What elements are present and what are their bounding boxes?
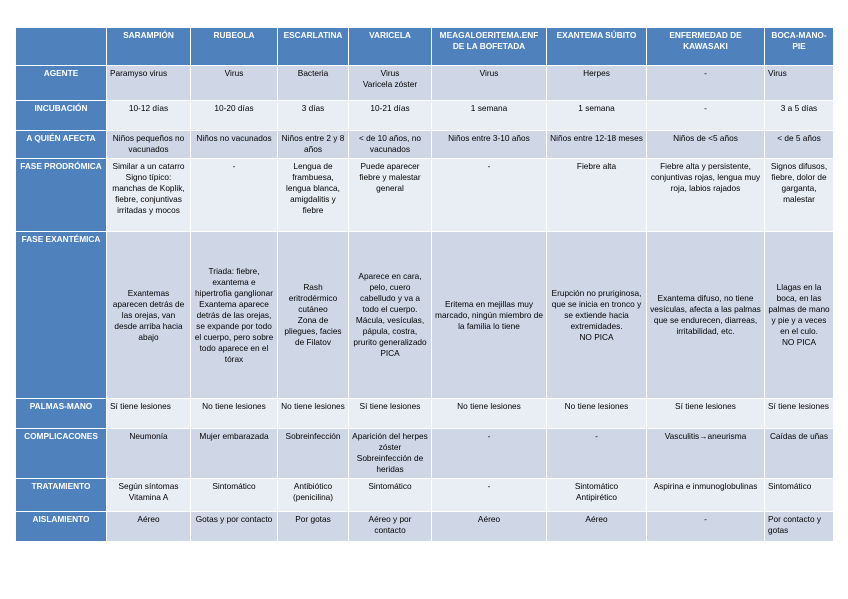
cell-complicaciones-kawasaki: Vasculitis→aneurisma [647,429,765,479]
row-header-incubacion: INCUBACIÓN [16,101,107,131]
cell-agente-sarampion: Paramyso virus [107,66,191,101]
cell-aislamiento-escarlatina: Por gotas [278,512,349,542]
cell-a-quien-afecta-exantema-subito: Niños entre 12-18 meses [547,131,647,159]
cell-agente-kawasaki: - [647,66,765,101]
cell-palmas-mano-exantema-subito: No tiene lesiones [547,399,647,429]
table-row-fase-prodromica [16,159,834,232]
cell-fase-prodromica-kawasaki: Fiebre alta y persistente, conjuntivas rojas, lengua muy roja, labios rajados [647,159,765,232]
cell-aislamiento-rubeola: Gotas y por contacto [191,512,278,542]
row-header-tratamiento: TRATAMIENTO [16,479,107,512]
cell-a-quien-afecta-escarlatina: Niños entre 2 y 8 años [278,131,349,159]
cell-agente-rubeola: Virus [191,66,278,101]
cell-a-quien-afecta-sarampion: Niños pequeños no vacunados [107,131,191,159]
cell-complicaciones-varicela: Aparición del herpes zóster Sobreinfección de heridas [349,429,432,479]
table-row-complicaciones [16,429,834,479]
cell-tratamiento-escarlatina: Antibiótico (penicilina) [278,479,349,512]
cell-fase-prodromica-exantema-subito: Fiebre alta [547,159,647,232]
cell-fase-exantemica-rubeola: Triada: fiebre, exantema e hipertrofia ganglionar Exantema aparece detrás de las orejas, se expande por todo el cuerpo, pero sobre todo aparece en el tórax [191,232,278,399]
cell-fase-prodromica-sarampion: Similar a un catarro Signo típico: manchas de Koplik, fiebre, conjuntivas irritadas y mocos [107,159,191,232]
cell-incubacion-kawasaki: - [647,101,765,131]
column-header-escarlatina: ESCARLATINA [278,28,349,66]
column-header-boca-mano-pie: BOCA-MANO-PIE [765,28,834,66]
cell-palmas-mano-megaloeritema: No tiene lesiones [432,399,547,429]
column-header-exantema-subito: EXANTEMA SÚBITO [547,28,647,66]
cell-fase-prodromica-rubeola: - [191,159,278,232]
cell-complicaciones-megaloeritema: - [432,429,547,479]
cell-fase-prodromica-boca-mano-pie: Signos difusos, fiebre, dolor de garganta, malestar [765,159,834,232]
cell-tratamiento-rubeola: Sintomático [191,479,278,512]
corner-header-cell [16,28,107,66]
column-header-megaloeritema: MEAGALOERITEMA.ENF DE LA BOFETADA [432,28,547,66]
cell-complicaciones-escarlatina: Sobreinfección [278,429,349,479]
column-header-sarampion: SARAMPIÓN [107,28,191,66]
row-header-palmas-mano: PALMAS-MANO [16,399,107,429]
cell-fase-prodromica-megaloeritema: - [432,159,547,232]
cell-complicaciones-boca-mano-pie: Caídas de uñas [765,429,834,479]
cell-tratamiento-kawasaki: Aspirina e inmunoglobulinas [647,479,765,512]
cell-agente-escarlatina: Bacteria [278,66,349,101]
cell-agente-varicela: Virus Varicela zóster [349,66,432,101]
cell-tratamiento-boca-mano-pie: Sintomático [765,479,834,512]
cell-incubacion-megaloeritema: 1 semana [432,101,547,131]
cell-incubacion-exantema-subito: 1 semana [547,101,647,131]
cell-aislamiento-sarampion: Aéreo [107,512,191,542]
cell-aislamiento-boca-mano-pie: Por contacto y gotas [765,512,834,542]
cell-agente-exantema-subito: Herpes [547,66,647,101]
cell-tratamiento-varicela: Sintomático [349,479,432,512]
table-row-a-quien-afecta [16,131,834,159]
cell-fase-exantemica-boca-mano-pie: Llagas en la boca, en las palmas de mano y pie y a veces en el culo. NO PICA [765,232,834,399]
cell-fase-exantemica-escarlatina: Rash eritrodérmico cutáneo Zona de pliegues, facies de Filatov [278,232,349,399]
column-header-rubeola: RUBEOLA [191,28,278,66]
cell-fase-exantemica-exantema-subito: Erupción no pruriginosa, que se inicia en tronco y se extiende hacia extremidades. NO PICA [547,232,647,399]
cell-aislamiento-megaloeritema: Aéreo [432,512,547,542]
diseases-comparison-table [15,27,834,542]
table-row-tratamiento [16,479,834,512]
cell-incubacion-rubeola: 10-20 días [191,101,278,131]
table-row-fase-exantemica [16,232,834,399]
cell-complicaciones-exantema-subito: - [547,429,647,479]
header-row [16,28,834,66]
cell-fase-exantemica-varicela: Aparece en cara, pelo, cuero cabelludo y va a todo el cuerpo. Mácula, vesículas, pápula, costra, prurito generalizado PICA [349,232,432,399]
cell-a-quien-afecta-megaloeritema: Niños entre 3-10 años [432,131,547,159]
cell-agente-boca-mano-pie: Virus [765,66,834,101]
cell-fase-prodromica-varicela: Puede aparecer fiebre y malestar general [349,159,432,232]
cell-aislamiento-exantema-subito: Aéreo [547,512,647,542]
row-header-agente: AGENTE [16,66,107,101]
cell-agente-megaloeritema: Virus [432,66,547,101]
cell-tratamiento-megaloeritema: - [432,479,547,512]
cell-incubacion-sarampion: 10-12 días [107,101,191,131]
cell-fase-exantemica-kawasaki: Exantema difuso, no tiene vesículas, afecta a las palmas que se endurecen, diarreas, irritabilidad, etc. [647,232,765,399]
table-row-palmas-mano [16,399,834,429]
cell-palmas-mano-sarampion: Sí tiene lesiones [107,399,191,429]
row-header-fase-exantemica: FASE EXANTÉMICA [16,232,107,399]
column-header-kawasaki: ENFERMEDAD DE KAWASAKI [647,28,765,66]
cell-palmas-mano-escarlatina: No tiene lesiones [278,399,349,429]
table-body [16,66,834,542]
cell-incubacion-varicela: 10-21 días [349,101,432,131]
cell-aislamiento-kawasaki: - [647,512,765,542]
cell-a-quien-afecta-boca-mano-pie: < de 5 años [765,131,834,159]
cell-incubacion-boca-mano-pie: 3 a 5 días [765,101,834,131]
cell-fase-prodromica-escarlatina: Lengua de frambuesa, lengua blanca, amigdalitis y fiebre [278,159,349,232]
column-header-varicela: VARICELA [349,28,432,66]
row-header-complicaciones: COMPLICACONES [16,429,107,479]
cell-palmas-mano-rubeola: No tiene lesiones [191,399,278,429]
cell-fase-exantemica-megaloeritema: Eritema en mejillas muy marcado, ningún miembro de la familia lo tiene [432,232,547,399]
cell-a-quien-afecta-kawasaki: Niños de <5 años [647,131,765,159]
cell-palmas-mano-boca-mano-pie: Sí tiene lesiones [765,399,834,429]
cell-a-quien-afecta-rubeola: Niños no vacunados [191,131,278,159]
table-row-aislamiento [16,512,834,542]
cell-aislamiento-varicela: Aéreo y por contacto [349,512,432,542]
cell-palmas-mano-kawasaki: Sí tiene lesiones [647,399,765,429]
cell-complicaciones-sarampion: Neumonía [107,429,191,479]
table-row-incubacion [16,101,834,131]
cell-palmas-mano-varicela: Sí tiene lesiones [349,399,432,429]
cell-fase-exantemica-sarampion: Exantemas aparecen detrás de las orejas, van desde arriba hacia abajo [107,232,191,399]
table-row-agente [16,66,834,101]
row-header-aislamiento: AISLAMIENTO [16,512,107,542]
cell-tratamiento-sarampion: Según síntomas Vitamina A [107,479,191,512]
cell-incubacion-escarlatina: 3 días [278,101,349,131]
cell-a-quien-afecta-varicela: < de 10 años, no vacunados [349,131,432,159]
cell-tratamiento-exantema-subito: Sintomático Antipirético [547,479,647,512]
cell-complicaciones-rubeola: Mujer embarazada [191,429,278,479]
row-header-a-quien-afecta: A QUIÉN AFECTA [16,131,107,159]
row-header-fase-prodromica: FASE PRODRÓMICA [16,159,107,232]
